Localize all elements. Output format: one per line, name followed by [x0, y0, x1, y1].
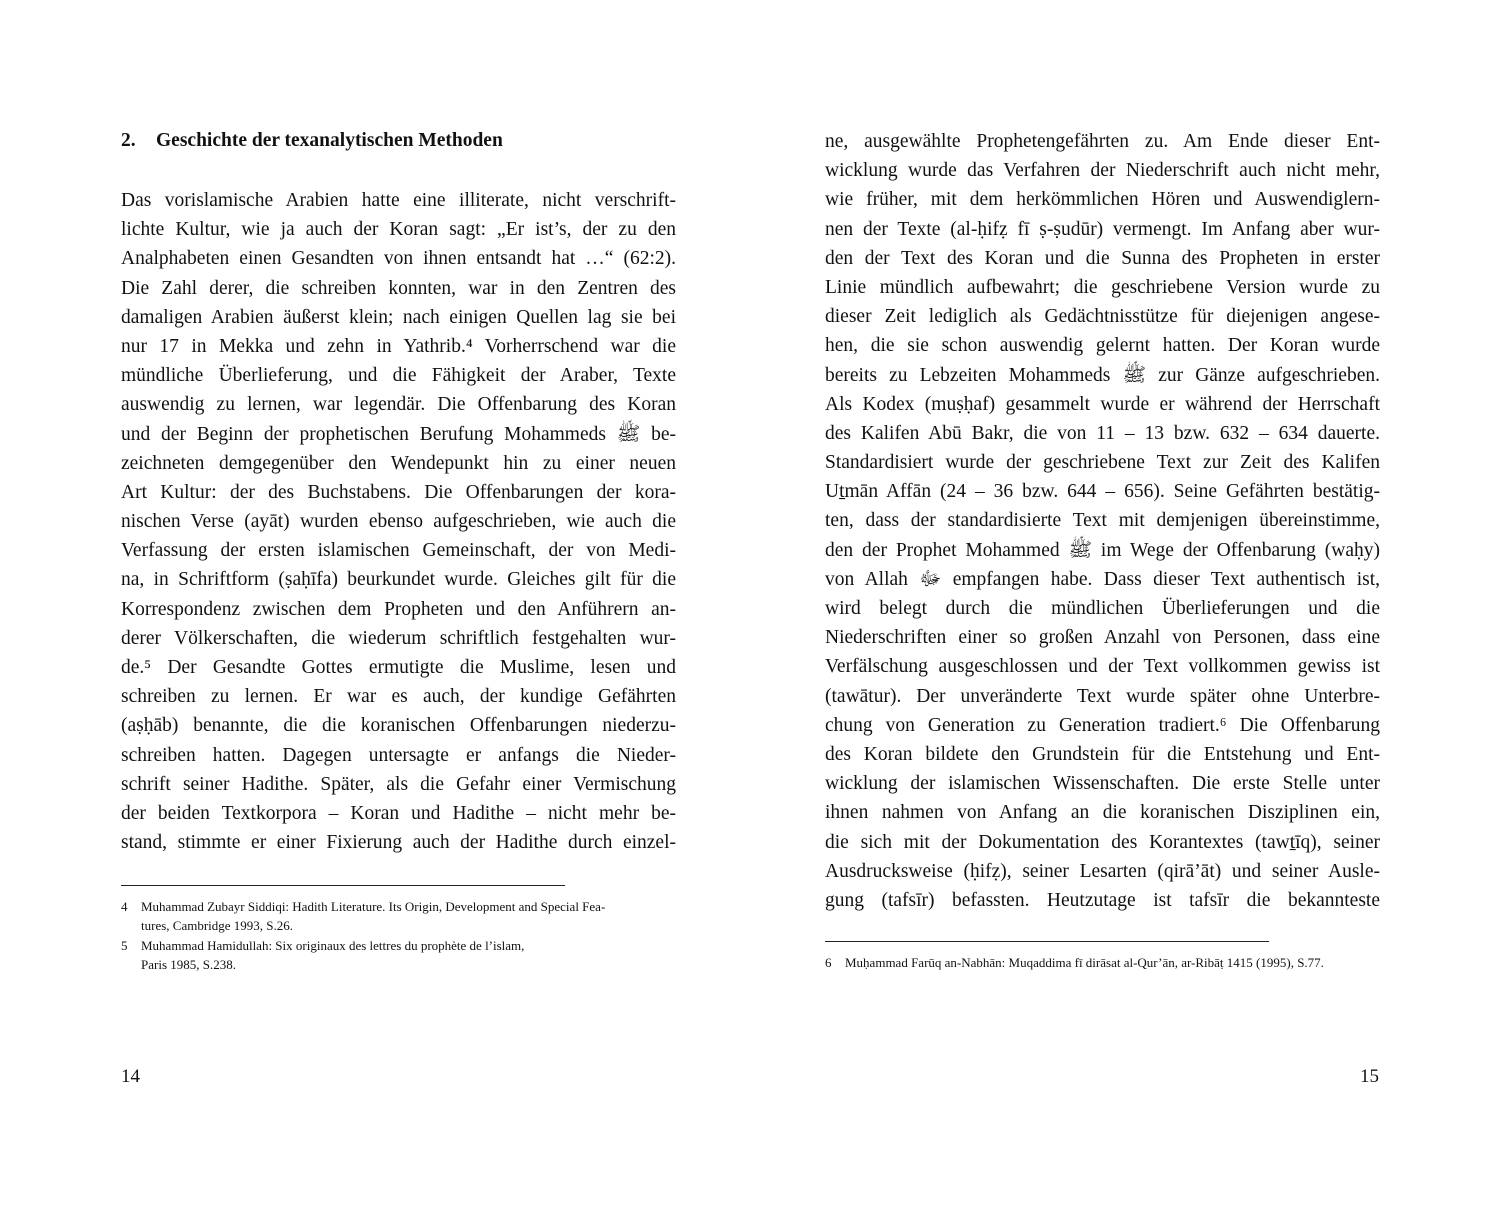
right-page — [825, 0, 1380, 1211]
text-line: Ausdrucksweise (ḥifẓ), seiner Lesarten (qirā’āt) und seiner Ausle- — [825, 860, 1380, 882]
text-line: Das vorislamische Arabien hatte eine illiterate, nicht verschrift- — [121, 190, 676, 211]
footnote-number: 5 — [121, 938, 128, 953]
text-line: Uṯmān Affān (24 – 36 bzw. 644 – 656). Seine Gefährten bestätig- — [825, 481, 1380, 503]
text-line: Linie mündlich aufbewahrt; die geschriebene Version wurde zu — [825, 276, 1380, 298]
text-line: hen, die sie schon auswendig gelernt hatten. Der Koran wurde — [825, 335, 1380, 357]
footnote-divider — [121, 885, 565, 886]
text-line: des Koran bildete den Grundstein für die Entstehung und Ent- — [825, 743, 1380, 765]
footnote-number: 6 — [825, 955, 832, 970]
text-line: Analphabeten einen Gesandten von ihnen entsandt hat …“ (62:2). — [121, 248, 676, 270]
text-line: den der Text des Koran und die Sunna des Propheten in erster — [825, 247, 1380, 269]
text-line: schrift seiner Hadithe. Später, als die Gefahr einer Vermischung — [121, 773, 676, 795]
text-line: (tawātur). Der unveränderte Text wurde später ohne Unterbre- — [825, 685, 1380, 707]
footnote-6 — [825, 953, 1385, 972]
text-line: Als Kodex (muṣḥaf) gesammelt wurde er während der Herrschaft — [825, 393, 1380, 415]
text-line: von Allah ﷻ empfangen habe. Dass dieser Text authentisch ist, — [825, 568, 1380, 590]
footnote-text: Muhammad Zubayr Siddiqi: Hadith Literature. Its Origin, Development and Special Fea- — [141, 899, 606, 914]
text-line: wicklung wurde das Verfahren der Niederschrift auch nicht mehr, — [825, 160, 1380, 182]
text-line: Art Kultur: der des Buchstabens. Die Offenbarungen der kora- — [121, 481, 676, 503]
section-number: 2. — [121, 130, 136, 151]
page-number-right: 15 — [1360, 1066, 1379, 1087]
text-line: Standardisiert wurde der geschriebene Text zur Zeit des Kalifen — [825, 452, 1380, 474]
text-line: (aṣḥāb) benannte, die die koranischen Offenbarungen niederzu- — [121, 715, 676, 737]
text-line: bereits zu Lebzeiten Mohammeds ﷺ zur Gänze aufgeschrieben. — [825, 364, 1380, 386]
text-line: lichte Kultur, wie ja auch der Koran sagt: „Er ist’s, der zu den — [121, 219, 676, 241]
text-line: des Kalifen Abū Bakr, die von 11 – 13 bzw. 632 – 634 dauerte. — [825, 422, 1380, 444]
text-line: wicklung der islamischen Wissenschaften. Die erste Stelle unter — [825, 773, 1380, 795]
text-line: ihnen nahmen von Anfang an die koranischen Disziplinen ein, — [825, 802, 1380, 824]
footnote-text: Muḥammad Farūq an-Nabhān: Muqaddima fī dirāsat al-Qur’ān, ar-Ribāṭ 1415 (1995), S.77. — [845, 955, 1324, 970]
text-line: nen der Texte (al-ḥifẓ fī ṣ-ṣudūr) vermengt. Im Anfang aber wur- — [825, 218, 1380, 240]
text-line: mündliche Überlieferung, und die Fähigkeit der Araber, Texte — [121, 365, 676, 387]
text-line: derer Völkerschaften, die wiederum schriftlich festgehalten wur- — [121, 627, 676, 649]
text-line: schreiben hatten. Dagegen untersagte er anfangs die Nieder- — [121, 744, 676, 766]
footnote-divider — [825, 941, 1269, 942]
text-line: Die Zahl derer, die schreiben konnten, war in den Zentren des — [121, 277, 676, 299]
text-line: Korrespondenz zwischen dem Propheten und den Anführern an- — [121, 598, 676, 620]
text-line: den der Prophet Mohammed ﷺ im Wege der Offenbarung (waḥy) — [825, 539, 1380, 561]
text-line: wird belegt durch die mündlichen Überlieferungen und die — [825, 598, 1380, 619]
text-line: dieser Zeit lediglich als Gedächtnisstütze für diejenigen angese- — [825, 306, 1380, 328]
left-page — [121, 0, 676, 1211]
text-line: de.⁵ Der Gesandte Gottes ermutigte die Muslime, lesen und — [121, 657, 676, 678]
text-line: damaligen Arabien äußerst klein; nach einigen Quellen lag sie bei — [121, 306, 676, 328]
text-line: die sich mit der Dokumentation des Korantextes (tawṯīq), seiner — [825, 831, 1380, 853]
right-body-text — [825, 127, 1380, 915]
text-line: nur 17 in Mekka und zehn in Yathrib.⁴ Vorherrschend war die — [121, 335, 676, 357]
text-line: gung (tafsīr) befassten. Heutzutage ist tafsīr die bekannteste — [825, 889, 1380, 911]
footnote-continuation: tures, Cambridge 1993, S.26. — [141, 918, 294, 933]
text-line: na, in Schriftform (ṣaḥīfa) beurkundet wurde. Gleiches gilt für die — [121, 569, 676, 591]
text-line: zeichneten demgegenüber den Wendepunkt hin zu einer neuen — [121, 452, 676, 474]
text-line: nischen Verse (ayāt) wurden ebenso aufgeschrieben, wie auch die — [121, 511, 676, 533]
text-line: auswendig zu lernen, war legendär. Die Offenbarung des Koran — [121, 394, 676, 416]
footnote-number: 4 — [121, 899, 128, 914]
text-line: chung von Generation zu Generation tradiert.⁶ Die Offenbarung — [825, 714, 1380, 736]
footnote-4 — [121, 897, 676, 935]
footnote-text: Muhammad Hamidullah: Six originaux des lettres du prophète de l’islam, — [141, 938, 525, 953]
text-line: Verfälschung ausgeschlossen und der Text vollkommen gewiss ist — [825, 656, 1380, 678]
page-number-left: 14 — [121, 1066, 140, 1087]
text-line: Verfassung der ersten islamischen Gemeinschaft, der von Medi- — [121, 540, 676, 562]
text-line: der beiden Textkorpora – Koran und Hadithe – nicht mehr be- — [121, 802, 676, 824]
text-line: ten, dass der standardisierte Text mit demjenigen übereinstimme, — [825, 510, 1380, 532]
section-title: Geschichte der texanalytischen Methoden — [156, 130, 503, 151]
footnote-continuation: Paris 1985, S.238. — [141, 957, 236, 972]
text-line: Niederschriften einer so großen Anzahl von Personen, dass eine — [825, 627, 1380, 649]
left-body-text — [121, 186, 676, 857]
section-heading — [121, 130, 503, 152]
text-line: schreiben zu lernen. Er war es auch, der kundige Gefährten — [121, 686, 676, 708]
footnote-5 — [121, 936, 676, 974]
text-line: wie früher, mit dem herkömmlichen Hören und Auswendiglern- — [825, 189, 1380, 211]
text-line: und der Beginn der prophetischen Berufung Mohammeds ﷺ be- — [121, 423, 676, 445]
text-line: stand, stimmte er einer Fixierung auch der Hadithe durch einzel- — [121, 832, 676, 854]
text-line: ne, ausgewählte Prophetengefährten zu. Am Ende dieser Ent- — [825, 131, 1380, 152]
